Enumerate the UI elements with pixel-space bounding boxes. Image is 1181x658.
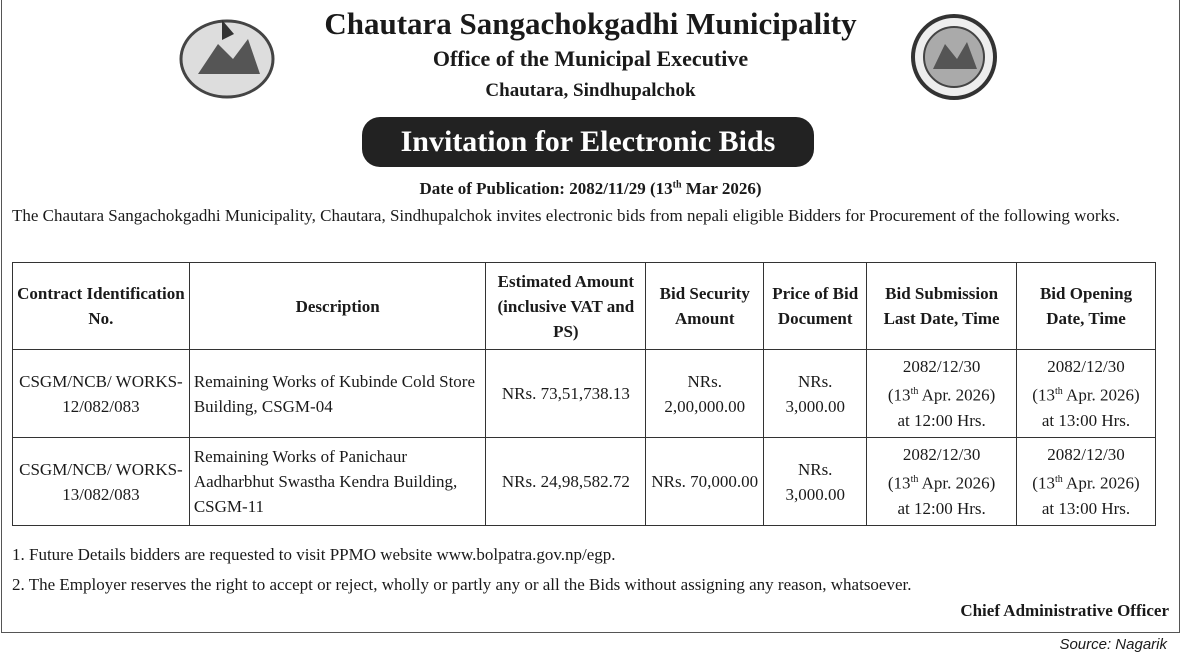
office-location: Chautara, Sindhupalchok: [485, 80, 696, 101]
estimated-amount: NRs. 73,51,738.13: [486, 350, 646, 438]
signatory: Chief Administrative Officer: [960, 601, 1169, 620]
description: Remaining Works of Panichaur Aadharbhut Swastha Kendra Building, CSGM-11: [189, 438, 486, 526]
contract-id: CSGM/NCB/ WORKS-12/082/083: [13, 350, 190, 438]
contract-id: CSGM/NCB/ WORKS-13/082/083: [13, 438, 190, 526]
header-cell: Bid Security Amount: [646, 263, 764, 350]
table-row: [13, 350, 1156, 438]
estimated-amount: NRs. 24,98,582.72: [486, 438, 646, 526]
header-cell: Bid Submission Last Date, Time: [867, 263, 1017, 350]
municipality-title: Chautara Sangachokgadhi Municipality: [324, 6, 857, 41]
publication-date: Date of Publication: 2082/11/29 (13th Mar 2026): [419, 179, 762, 198]
office-name: Office of the Municipal Executive: [432, 46, 749, 71]
header-cell: Bid Opening Date, Time: [1017, 263, 1156, 350]
header-cell: Price of Bid Document: [764, 263, 867, 350]
table-header-row: [13, 263, 1156, 350]
notice-banner: Invitation for Electronic Bids: [362, 117, 814, 167]
bids-table: [12, 262, 1156, 526]
opening-date: 2082/12/30 (13th Apr. 2026) at 13:00 Hrs.: [1017, 350, 1156, 438]
intro-paragraph: The Chautara Sangachokgadhi Municipality, Chautara, Sindhupalchok invites electronic bids from nepali eligible Bidders for Procurement of the following works.: [12, 206, 1120, 225]
table-row: [13, 438, 1156, 526]
submission-date: 2082/12/30 (13th Apr. 2026) at 12:00 Hrs.: [867, 350, 1017, 438]
opening-date: 2082/12/30 (13th Apr. 2026) at 13:00 Hrs.: [1017, 438, 1156, 526]
note-1: 1. Future Details bidders are requested to visit PPMO website www.bolpatra.gov.np/egp.: [12, 545, 616, 564]
document-price: NRs. 3,000.00: [764, 438, 867, 526]
document-price: NRs. 3,000.00: [764, 350, 867, 438]
note-2: 2. The Employer reserves the right to accept or reject, wholly or partly any or all the Bids without assigning any reason, whatsoever.: [12, 575, 912, 594]
description: Remaining Works of Kubinde Cold Store Building, CSGM-04: [189, 350, 486, 438]
header-cell: Estimated Amount (inclusive VAT and PS): [486, 263, 646, 350]
bid-security: NRs. 70,000.00: [646, 438, 764, 526]
bid-security: NRs. 2,00,000.00: [646, 350, 764, 438]
source-credit: Source: Nagarik: [1059, 636, 1167, 653]
header-cell: Description: [189, 263, 486, 350]
submission-date: 2082/12/30 (13th Apr. 2026) at 12:00 Hrs.: [867, 438, 1017, 526]
header-cell: Contract Identification No.: [13, 263, 190, 350]
